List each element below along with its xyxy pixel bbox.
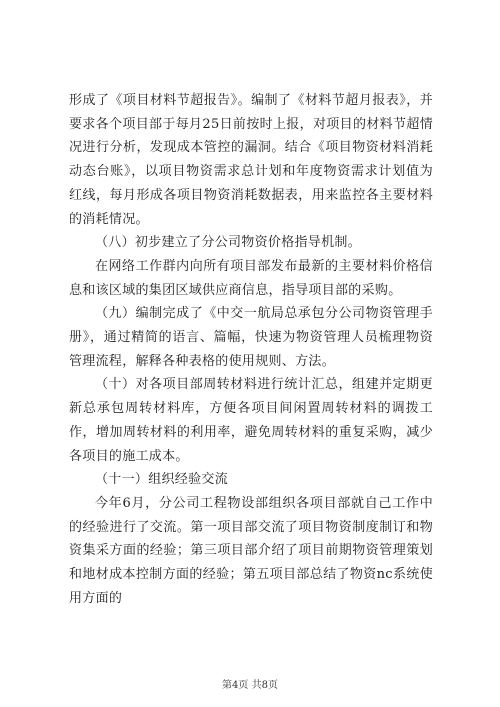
paragraph-section-10: （十）对各项目部周转材料进行统计汇总，组建并定期更新总承包周转材料库，方便各项目间闲置周转材料的调拨工作，增加周转材料的利用率，避免周转材料的重复采购，减少各项目的施工成本。 bbox=[69, 377, 433, 464]
paragraph-continuation: 形成了《项目材料节超报告》。编制了《材料节超月报表》，并要求各个项目部于每月25日前按时上报，对项目的材料节超情况进行分析，发现成本管控的漏洞。结合《项目物资材料消耗动态台账》，以项目物资需求总计划和年度物资需求计划值为红线，每月形成各项目物资消耗数据表，用来监控各主要材料的消耗情况。 bbox=[69, 93, 433, 227]
paragraph-experience-exchange: 今年6月，分公司工程物设部组织各项目部就自己工作中的经验进行了交流。第一项目部交流了项目物资制度制订和物资集采方面的经验；第三项目部介绍了项目前期物资管理策划和地材成本控制方面的经验；第五项目部总结了物资nc系统使用方面的 bbox=[69, 495, 433, 606]
paragraph-price-info: 在网络工作群内向所有项目部发布最新的主要材料价格信息和该区域的集团区域供应商信息，指导项目部的采购。 bbox=[69, 258, 433, 298]
paragraph-section-8-heading: （八）初步建立了分公司物资价格指导机制。 bbox=[95, 235, 362, 251]
paragraph-section-11-heading: （十一）组织经验交流 bbox=[95, 472, 229, 488]
paragraph-section-9: （九）编制完成了《中交一航局总承包分公司物资管理手册》，通过精简的语言、篇幅，快速为物资管理人员梳理物资管理流程，解释各种表格的使用规则、方法。 bbox=[69, 306, 433, 369]
document-body bbox=[69, 89, 433, 610]
page-number-footer: 第4页 共8页 bbox=[222, 680, 278, 691]
